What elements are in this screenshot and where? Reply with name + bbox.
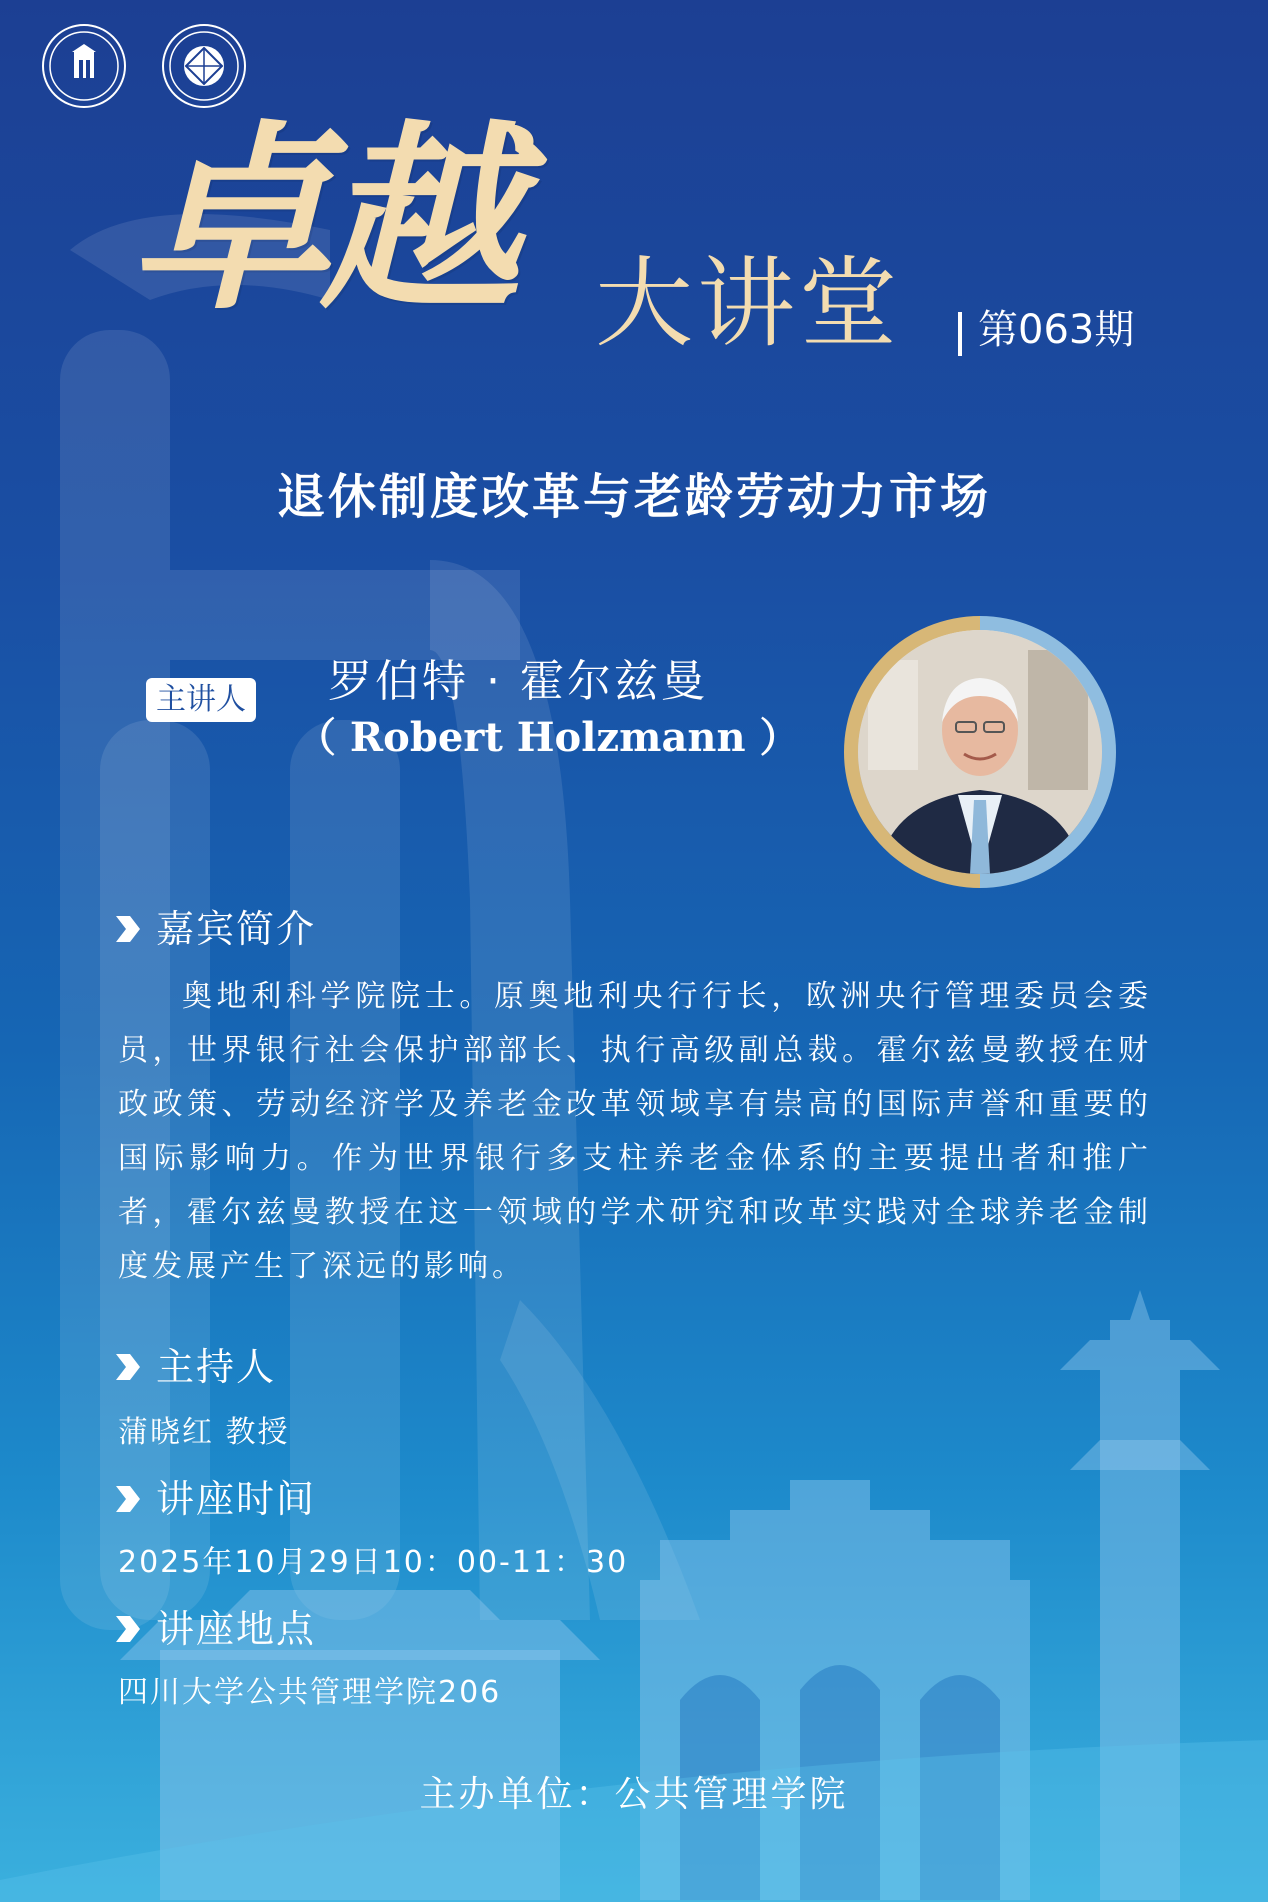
speaker-name-cn: 罗伯特 · 霍尔兹曼: [328, 656, 708, 707]
series-calligraphy-title: 卓越: [130, 102, 511, 337]
school-of-public-administration-logo: [162, 24, 246, 108]
chevron-right-icon: [114, 914, 142, 944]
bio-heading-label: 嘉宾简介: [156, 907, 317, 951]
logo-bar: [42, 24, 246, 108]
issue-number: 第063期: [978, 307, 1135, 353]
sichuan-university-logo: [42, 24, 126, 108]
series-suffix: 大讲堂: [595, 247, 902, 361]
bio-heading: [114, 907, 317, 951]
time-heading-label: 讲座时间: [156, 1477, 317, 1521]
organizer: 主办单位：公共管理学院: [419, 1774, 849, 1815]
speaker-photo: [858, 630, 1102, 874]
time-heading: [114, 1477, 317, 1521]
bio-paragraph: 奥地利科学院院士。原奥地利央行行长，欧洲央行管理委员会委员，世界银行社会保护部部长、执行高级副总裁。霍尔兹曼教授在财政政策、劳动经济学及养老金改革领域享有崇高的国际声誉和重要的国际影响力。作为世界银行多支柱养老金体系的主要提出者和推广者，霍尔兹曼教授在这一领域的学术研究和改革实践对全球养老金制度发展产生了深远的影响。: [118, 979, 1152, 1284]
speaker-photo-frame: [844, 616, 1116, 888]
speaker-badge: 主讲人: [146, 678, 256, 722]
chevron-right-icon: [114, 1484, 142, 1514]
lecture-title: 退休制度改革与老龄劳动力市场: [276, 469, 991, 525]
chevron-right-icon: [114, 1352, 142, 1382]
chevron-right-icon: [114, 1614, 142, 1644]
issue-divider: [958, 312, 962, 356]
host-heading: [114, 1345, 277, 1389]
host-heading-label: 主持人: [156, 1345, 277, 1389]
place-heading-label: 讲座地点: [156, 1607, 317, 1651]
host-value: 蒲晓红 教授: [118, 1415, 290, 1450]
speaker-name-en: （ Robert Holzmann ）: [296, 714, 800, 761]
place-value: 四川大学公共管理学院206: [118, 1675, 502, 1710]
time-value: 2025年10月29日10：00-11：30: [118, 1545, 629, 1580]
bio-text: [118, 970, 1152, 1294]
place-heading: [114, 1607, 317, 1651]
